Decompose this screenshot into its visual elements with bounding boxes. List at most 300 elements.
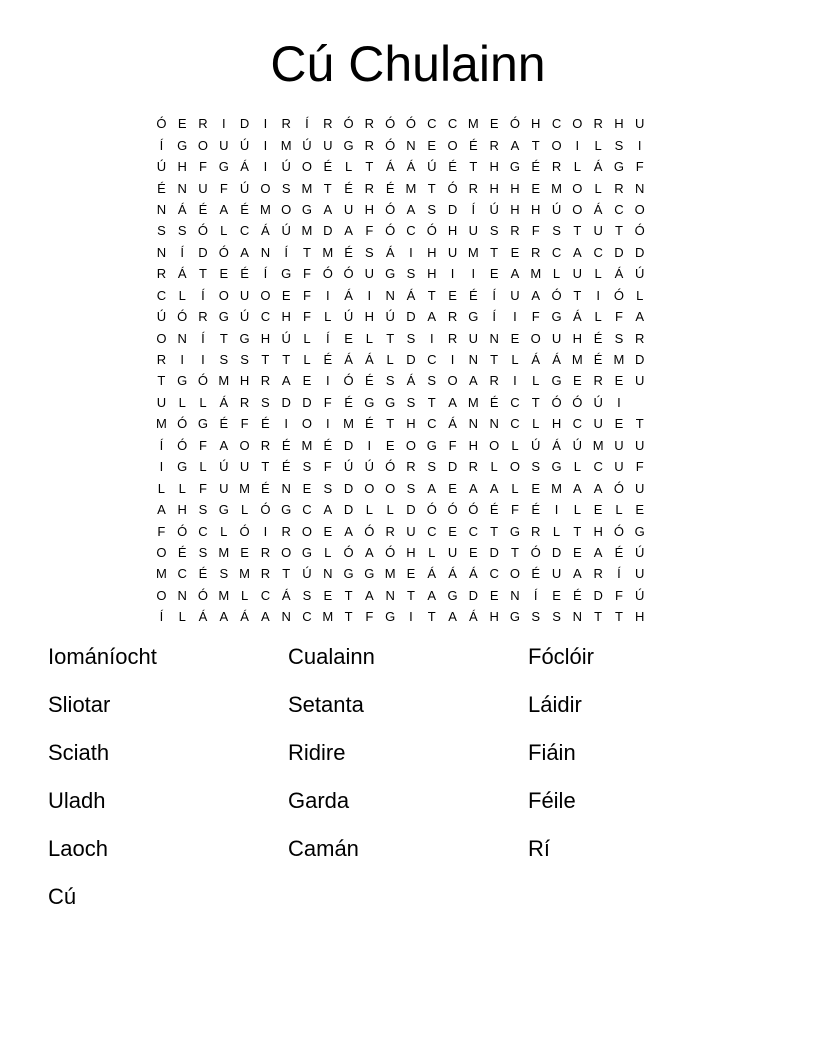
grid-letter: U [635, 480, 645, 496]
grid-letter: Á [573, 309, 582, 325]
grid-letter: L [552, 523, 561, 539]
grid-letter: R [468, 180, 479, 196]
grid-letter: S [177, 223, 187, 239]
grid-letter: Ó [385, 116, 396, 132]
grid-letter: H [531, 201, 541, 217]
grid-letter: Ó [197, 373, 209, 389]
grid-letter: L [594, 180, 602, 196]
grid-letter: Ó [426, 223, 437, 239]
grid-letter: T [573, 223, 582, 239]
grid-letter: T [344, 587, 353, 603]
word-list-item: Cualainn [288, 644, 375, 669]
grid-letter: Á [240, 609, 249, 625]
grid-letter: T [386, 330, 395, 346]
grid-letter: N [323, 566, 333, 582]
grid-letter: E [510, 330, 520, 346]
grid-letter: L [365, 502, 373, 518]
grid-letter: C [427, 116, 437, 132]
grid-letter: A [427, 587, 437, 603]
grid-letter: R [198, 309, 208, 325]
grid-letter: O [385, 480, 396, 496]
grid-letter: Á [406, 373, 416, 389]
grid-letter: Ó [343, 544, 354, 560]
grid-letter: M [301, 180, 313, 196]
grid-letter: R [260, 544, 271, 560]
grid-row [151, 134, 671, 155]
grid-letter: N [385, 287, 395, 303]
grid-letter: L [324, 309, 332, 325]
grid-letter: E [448, 480, 457, 496]
grid-letter: L [511, 480, 519, 496]
grid-letter: I [450, 352, 455, 368]
grid-letter: Ó [613, 523, 624, 539]
grid-letter: G [509, 609, 520, 625]
grid-letter: N [468, 352, 479, 368]
grid-letter: R [239, 394, 250, 410]
grid-letter: Í [325, 330, 330, 346]
grid-letter: R [614, 180, 624, 196]
grid-letter: R [406, 459, 416, 475]
grid-letter: R [593, 373, 603, 389]
grid-letter: M [571, 352, 583, 368]
grid-letter: H [635, 609, 645, 625]
grid-letter: Í [305, 116, 309, 132]
grid-letter: H [510, 201, 520, 217]
grid-letter: M [218, 373, 230, 389]
grid-letter: Ú [219, 459, 229, 475]
grid-row [151, 263, 671, 284]
grid-letter: É [240, 266, 249, 282]
grid-letter: H [572, 330, 583, 346]
grid-letter: Ó [239, 523, 250, 539]
grid-letter: I [554, 502, 559, 518]
grid-letter: R [323, 116, 333, 132]
grid-letter: S [406, 330, 416, 346]
grid-letter: M [467, 244, 479, 260]
grid-letter: A [344, 223, 353, 239]
grid-letter: F [219, 180, 228, 196]
grid-letter: S [198, 502, 208, 518]
grid-letter: I [263, 116, 268, 132]
grid-letter: H [406, 416, 416, 432]
grid-letter: G [197, 416, 209, 432]
grid-letter: L [511, 437, 519, 453]
grid-letter: T [303, 244, 311, 260]
grid-letter: H [593, 523, 603, 539]
grid-letter: N [489, 330, 499, 346]
grid-letter: C [177, 566, 187, 582]
grid-letter: A [469, 373, 478, 389]
grid-letter: C [427, 416, 437, 432]
grid-letter: Ó [551, 394, 562, 410]
grid-letter: Ó [613, 480, 624, 496]
grid-row [151, 435, 671, 456]
grid-letter: L [303, 330, 311, 346]
grid-letter: Í [180, 244, 184, 260]
grid-letter: G [634, 523, 645, 539]
grid-letter: O [572, 116, 583, 132]
grid-letter: É [614, 544, 624, 560]
grid-letter: A [510, 137, 520, 153]
grid-letter: Ó [385, 544, 396, 560]
grid-letter: T [490, 244, 499, 260]
grid-letter: É [385, 180, 395, 196]
word-list-item: Sliotar [48, 692, 111, 717]
grid-letter: T [614, 609, 623, 625]
grid-letter: L [178, 287, 186, 303]
grid-letter: É [344, 244, 353, 260]
grid-letter: E [281, 287, 291, 303]
grid-letter: O [281, 544, 292, 560]
grid-letter: S [323, 480, 333, 496]
grid-letter: O [260, 287, 271, 303]
grid-letter: C [427, 523, 437, 539]
grid-letter: I [284, 416, 288, 432]
grid-letter: S [261, 394, 270, 410]
grid-letter: É [281, 437, 291, 453]
grid-letter: G [385, 394, 396, 410]
grid-letter: I [263, 523, 268, 539]
grid-letter: T [469, 159, 478, 175]
grid-letter: Ó [197, 223, 209, 239]
grid-letter: M [155, 416, 167, 432]
grid-letter: T [282, 352, 291, 368]
grid-letter: C [260, 309, 271, 325]
grid-letter: Ó [509, 116, 520, 132]
grid-letter: T [282, 566, 291, 582]
grid-letter: G [551, 459, 562, 475]
grid-letter: T [427, 287, 436, 303]
grid-letter: T [427, 609, 436, 625]
grid-letter: T [157, 373, 166, 389]
grid-letter: C [198, 523, 208, 539]
grid-letter: T [261, 352, 270, 368]
grid-letter: O [260, 180, 271, 196]
grid-letter: O [301, 159, 313, 175]
grid-letter: F [199, 159, 207, 175]
grid-letter: Ó [385, 201, 396, 217]
grid-letter: Ó [385, 137, 396, 153]
grid-letter: S [552, 609, 561, 625]
grid-letter: U [614, 459, 624, 475]
grid-letter: I [325, 287, 330, 303]
grid-letter: N [489, 416, 499, 432]
grid-letter: S [240, 352, 249, 368]
grid-letter: L [199, 394, 207, 410]
grid-letter: G [239, 330, 250, 346]
grid-letter: Ó [218, 244, 229, 260]
grid-letter: F [635, 159, 644, 175]
grid-letter: T [199, 266, 207, 282]
grid-letter: O [447, 137, 458, 153]
grid-letter: É [489, 394, 499, 410]
grid-letter: U [635, 373, 645, 389]
grid-letter: T [219, 330, 228, 346]
grid-letter: L [594, 266, 602, 282]
grid-letter: T [261, 459, 270, 475]
word-list-item: Laoch [48, 836, 108, 861]
grid-letter: I [325, 373, 330, 389]
grid-letter: Á [344, 287, 353, 303]
grid-letter: L [240, 502, 249, 518]
grid-letter: Ú [635, 266, 645, 282]
grid-letter: E [510, 244, 520, 260]
grid-letter: H [364, 309, 375, 325]
grid-letter: M [301, 437, 313, 453]
grid-letter: L [573, 459, 581, 475]
grid-letter: T [490, 523, 499, 539]
grid-letter: T [365, 159, 374, 175]
grid-letter: L [324, 544, 332, 560]
grid-letter: R [593, 566, 603, 582]
grid-letter: U [323, 137, 333, 153]
grid-letter: G [177, 137, 188, 153]
grid-letter: I [596, 287, 600, 303]
grid-letter: S [552, 223, 561, 239]
grid-letter: G [509, 159, 520, 175]
grid-letter: T [510, 544, 519, 560]
grid-letter: Á [593, 201, 603, 217]
grid-letter: O [509, 566, 520, 582]
grid-letter: D [489, 544, 499, 560]
grid-letter: S [614, 137, 624, 153]
grid-letter: O [156, 330, 167, 346]
grid-letter: L [303, 352, 311, 368]
grid-letter: Ú [551, 201, 562, 217]
word-list-item: Rí [528, 836, 550, 861]
grid-letter: N [406, 137, 416, 153]
grid-letter: D [447, 201, 458, 217]
grid-letter: M [301, 223, 313, 239]
grid-letter: H [510, 180, 520, 196]
grid-letter: U [364, 266, 375, 282]
grid-letter: R [364, 180, 375, 196]
word-list-item: Iománíocht [48, 644, 157, 669]
grid-row [151, 177, 671, 198]
grid-row [151, 413, 671, 434]
grid-letter: A [448, 394, 457, 410]
grid-letter: E [573, 544, 582, 560]
grid-letter: O [301, 416, 313, 432]
grid-letter: G [426, 437, 437, 453]
grid-letter: D [343, 502, 354, 518]
grid-letter: Ú [156, 309, 167, 325]
grid-letter: C [551, 116, 562, 132]
grid-letter: E [323, 523, 333, 539]
grid-letter: C [593, 244, 603, 260]
grid-letter: Ó [530, 544, 541, 560]
grid-letter: F [240, 416, 249, 432]
grid-letter: R [489, 373, 499, 389]
grid-letter: U [447, 244, 458, 260]
grid-letter: A [323, 201, 333, 217]
grid-letter: H [177, 159, 187, 175]
grid-row [151, 370, 671, 391]
grid-letter: H [468, 437, 479, 453]
grid-letter: M [218, 544, 230, 560]
grid-letter: G [447, 587, 458, 603]
grid-letter: A [219, 201, 229, 217]
grid-letter: F [303, 266, 311, 282]
grid-letter: A [573, 480, 582, 496]
grid-letter: G [468, 309, 479, 325]
grid-letter: L [511, 352, 519, 368]
grid-letter: U [551, 330, 562, 346]
grid-letter: Ú [635, 587, 645, 603]
grid-letter: F [531, 223, 540, 239]
grid-letter: H [260, 330, 271, 346]
grid-letter: O [572, 201, 583, 217]
grid-letter: U [593, 223, 603, 239]
grid-letter: Ú [593, 394, 603, 410]
grid-letter: Í [492, 287, 496, 303]
grid-letter: T [531, 137, 540, 153]
grid-letter: U [219, 137, 229, 153]
grid-letter: E [240, 544, 249, 560]
grid-letter: É [261, 480, 270, 496]
grid-letter: G [218, 502, 229, 518]
grid-letter: R [281, 523, 291, 539]
grid-letter: Á [593, 159, 603, 175]
grid-letter: Á [365, 352, 374, 368]
word-list-item: Féile [528, 788, 576, 813]
grid-letter: L [178, 394, 186, 410]
grid-letter: N [156, 201, 167, 217]
grid-letter: É [344, 180, 353, 196]
grid-letter: O [572, 180, 583, 196]
grid-letter: U [239, 287, 250, 303]
grid-letter: E [469, 544, 478, 560]
word-list-item: Setanta [288, 692, 364, 717]
word-list-item: Camán [288, 836, 359, 861]
grid-letter: F [365, 609, 374, 625]
grid-letter: Ú [156, 159, 167, 175]
grid-letter: M [218, 587, 230, 603]
grid-letter: L [386, 352, 394, 368]
grid-letter: É [177, 544, 187, 560]
grid-letter: S [281, 180, 291, 196]
grid-letter: L [428, 544, 436, 560]
grid-letter: F [303, 309, 311, 325]
grid-letter: É [323, 437, 333, 453]
grid-letter: Ó [343, 373, 354, 389]
grid-letter: U [447, 544, 458, 560]
grid-letter: L [594, 309, 602, 325]
grid-letter: N [281, 609, 291, 625]
grid-letter: H [406, 544, 416, 560]
grid-letter: A [240, 244, 249, 260]
grid-letter: C [468, 523, 479, 539]
grid-letter: U [635, 566, 645, 582]
grid-letter: F [635, 459, 644, 475]
grid-letter: T [573, 287, 582, 303]
grid-letter: É [365, 416, 374, 432]
grid-letter: C [447, 116, 458, 132]
grid-letter: D [406, 502, 416, 518]
grid-letter: M [343, 416, 354, 432]
grid-letter: A [365, 544, 374, 560]
grid-letter: Ó [177, 437, 188, 453]
grid-letter: Ú [635, 544, 645, 560]
grid-letter: Ó [177, 416, 188, 432]
grid-letter: U [510, 287, 520, 303]
grid-letter: A [406, 201, 416, 217]
grid-letter: F [199, 480, 207, 496]
grid-letter: É [593, 352, 603, 368]
grid-letter: S [302, 587, 312, 603]
grid-row [151, 456, 671, 477]
grid-letter: Á [448, 416, 457, 432]
grid-letter: E [635, 502, 645, 518]
grid-letter: E [302, 373, 312, 389]
grid-letter: H [489, 159, 499, 175]
grid-letter: S [427, 459, 437, 475]
grid-letter: O [218, 287, 229, 303]
grid-letter: O [489, 437, 500, 453]
grid-letter: I [637, 137, 642, 153]
grid-letter: Ó [343, 116, 354, 132]
grid-letter: D [406, 352, 416, 368]
grid-letter: G [385, 609, 396, 625]
grid-letter: D [323, 223, 333, 239]
grid-letter: Á [344, 352, 353, 368]
grid-letter: N [260, 244, 271, 260]
grid-letter: Ó [322, 266, 333, 282]
grid-letter: Í [533, 587, 538, 603]
grid-letter: Í [617, 566, 621, 582]
grid-row [151, 585, 671, 606]
grid-letter: E [614, 373, 624, 389]
word-list-item: Láidir [528, 692, 582, 717]
grid-letter: L [178, 480, 186, 496]
grid-letter: I [325, 416, 330, 432]
grid-letter: U [343, 201, 354, 217]
grid-letter: E [531, 480, 541, 496]
grid-letter: U [239, 459, 250, 475]
grid-letter: D [635, 352, 645, 368]
grid-letter: O [364, 480, 375, 496]
grid-letter: I [575, 137, 580, 153]
grid-letter: N [468, 416, 479, 432]
grid-letter: N [572, 609, 583, 625]
grid-letter: É [219, 416, 229, 432]
grid-letter: N [635, 180, 645, 196]
grid-letter: I [450, 266, 455, 282]
grid-letter: É [198, 201, 208, 217]
grid-letter: L [490, 459, 498, 475]
grid-letter: É [531, 159, 541, 175]
grid-letter: R [364, 116, 375, 132]
grid-letter: A [261, 609, 270, 625]
grid-letter: M [259, 201, 271, 217]
grid-letter: I [513, 309, 517, 325]
grid-letter: E [489, 116, 499, 132]
grid-letter: R [260, 373, 271, 389]
grid-letter: R [551, 159, 562, 175]
grid-letter: H [177, 502, 187, 518]
grid-letter: L [573, 502, 581, 518]
grid-letter: D [343, 480, 354, 496]
grid-row [151, 606, 671, 627]
grid-letter: C [593, 459, 603, 475]
grid-letter: G [509, 523, 520, 539]
grid-letter: U [551, 566, 562, 582]
grid-row [151, 477, 671, 498]
grid-letter: Á [469, 566, 478, 582]
grid-letter: Ó [634, 223, 645, 239]
grid-letter: Á [385, 244, 395, 260]
grid-letter: Ú [343, 309, 354, 325]
